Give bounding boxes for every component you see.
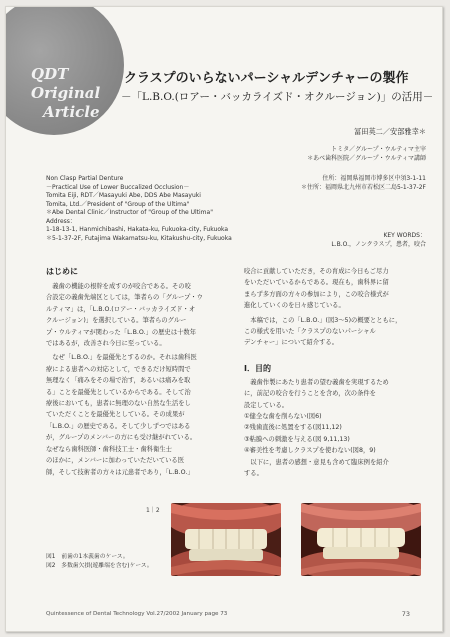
article-title: クラスプのいらないパーシャルデンチャーの製作 <box>124 71 409 86</box>
condition-item: ②残歯直後に処置をする(図11,12) <box>244 424 342 432</box>
affiliation-2: ＊あべ歯科医院／グループ・ウルティマ講師 <box>307 154 426 162</box>
english-line-5: ＊Abe Dental Clinic／Instructor of "Group of the Ultima" <box>46 209 213 216</box>
section-heading-purpose: Ⅰ．目的 <box>244 363 271 373</box>
text-line: 義歯の機能の根幹を成すのが咬合である。その咬 <box>46 283 191 290</box>
condition-item: ①健全な歯を削らない(図6) <box>244 413 322 421</box>
intro-paragraph-2 <box>46 352 226 477</box>
figure-numbers: 1｜2 <box>146 507 160 514</box>
text-line: 無理なく「痛みをその場で治す，あるいは痛みを取 <box>46 377 191 385</box>
text-line: デンチャー」について紹介する。 <box>244 339 339 347</box>
purpose-paragraph <box>244 377 424 411</box>
intro-column <box>46 266 226 478</box>
keywords-label: KEY WORDS： <box>383 232 426 239</box>
intro-heading: はじめに <box>46 267 78 276</box>
address-1: 住所：福岡県福岡市博多区中須3-1-11 <box>322 175 426 182</box>
journal-footer: Quintessence of Dental Technology Vol.27/2002 January page 73 <box>46 611 228 617</box>
author-names: 冨田英二／安部雅幸＊ <box>354 127 426 136</box>
section-label-line-2: Original <box>31 84 101 102</box>
condition-item: ③粘膜への刺激を与える(図 9,11,13) <box>244 435 350 443</box>
right-column <box>244 266 424 480</box>
section-label-line-3: Article <box>43 103 100 121</box>
address-2: ＊住所：福岡県北九州市若松区二島5-1-37-2F <box>300 183 426 191</box>
closing-paragraph <box>244 457 424 480</box>
text-line: 合設定の義歯先端区としては，筆者らの「グループ・ウ <box>46 294 203 302</box>
article-subtitle: －「L.B.O.(ロアー・バッカライズド・オクルージョン)」の活用－ <box>121 91 434 103</box>
figure-2-illustration <box>301 503 421 576</box>
figure-1-illustration <box>171 503 281 576</box>
figure-2-photo <box>301 503 421 576</box>
section-label-line-1: QDT <box>31 65 69 83</box>
text-line: る」ことを最優先としているからである。そして治 <box>46 388 191 396</box>
right-paragraph-1 <box>244 266 424 312</box>
english-line-4: Tomita, Ltd.／President of "Group of the Ultima" <box>46 200 190 208</box>
text-line: プ・ウルティマが関わった「L.B.O.」の歴史は十数年 <box>46 328 197 336</box>
figure-2-caption: 図2 多数歯欠損(遊離端を含む)ケース。 <box>46 562 153 569</box>
english-abstract-block <box>46 175 266 243</box>
text-line: 進化していくのを日々感じている。 <box>244 302 345 310</box>
text-line: ルティマ」は，「L.B.O.(ロアー・バッカライズド・オ <box>46 305 196 313</box>
text-line: 以下に，患者の感想・意見も含めて臨床例を紹介 <box>244 458 389 466</box>
text-line: 設定している。 <box>244 401 289 409</box>
text-line: なぜなら歯科医師・歯科技工士・歯科衛生士 <box>46 445 172 453</box>
english-line-1: Non Clasp Partial Denture <box>46 175 124 182</box>
text-line: 師，そして技術者の方々は元患者であり，「L.B.O.」 <box>46 468 194 476</box>
text-line: をいただいているからである。現在も，歯科界に留 <box>244 279 389 287</box>
author-addresses <box>301 175 426 192</box>
text-line: 咬合に貢献していただき，その育成に今日もご尽力 <box>244 268 389 275</box>
text-line: ていただくことを最優先としている。その成果が <box>46 411 185 419</box>
article-page <box>5 6 443 632</box>
text-line: 義歯作製にあたり患者の望む義歯を実現するため <box>244 378 389 386</box>
conditions-list <box>244 411 424 457</box>
text-line: 療後においても，患者に無理のない自然な生活をし <box>46 400 191 408</box>
text-line: に，前記の咬合を行うことを含め，次の条件を <box>244 390 376 398</box>
affiliation-1: トミタ／グループ・ウルティマ主宰 <box>331 146 426 153</box>
figure-captions <box>46 553 153 570</box>
figure-1-photo <box>171 503 281 576</box>
text-line: クルージョン)」を選択している。筆者らのグルー <box>46 317 187 325</box>
text-line: この様式を用いた「クラスプのないパーシャル <box>244 328 376 336</box>
text-line: まらず多方面の方々の参加により，この咬合様式が <box>244 290 389 298</box>
text-line: なぜ「L.B.O.」を最優先とするのか。それは歯科医 <box>46 354 197 362</box>
page-number: 73 <box>401 610 410 618</box>
keywords-block <box>331 232 426 249</box>
author-affiliations <box>307 146 426 163</box>
text-line: ではあるが，改善され今日に至っている。 <box>46 340 166 348</box>
text-line: する。 <box>244 470 263 478</box>
english-line-6: Address： <box>46 217 76 225</box>
keywords-value: L.B.O.，ノンクラスプ，患者，咬合 <box>331 240 426 248</box>
english-line-8: ＊5-1-37-2F, Futajima Wakamatsu-ku, Kitakushu-city, Fukuoka <box>46 234 232 242</box>
condition-item: ④審美性を考慮しクラスプを使わない(図8，9) <box>244 447 376 455</box>
english-line-3: Tomita Eiji, RDT／Masayuki Abe, DDS Abe Masayuki <box>46 192 201 199</box>
right-paragraph-2 <box>244 315 424 349</box>
intro-paragraph-1 <box>46 281 226 349</box>
text-line: 本稿では，この「L.B.O.」(図3～5)の概要とともに， <box>244 316 402 324</box>
text-line: 「L.B.O.」の歴史である。そして少しずつではある <box>46 422 191 430</box>
english-line-2: －Practical Use of Lower Buccalized Occlusion－ <box>46 183 190 191</box>
text-line: 療による患者への対応として，できるだけ短時間で <box>46 365 191 373</box>
text-line: のほかに，メンバーに加わっていただいている医 <box>46 457 185 465</box>
text-line: が，グループのメンバーの方にも受け継がれている。 <box>46 434 197 442</box>
english-line-7: 1-18-13-1, Hanmichibashi, Hakata-ku, Fukuoka-city, Fukuoka <box>46 226 229 233</box>
figure-1-caption: 図1 前歯の1本義歯のケース。 <box>46 554 129 560</box>
